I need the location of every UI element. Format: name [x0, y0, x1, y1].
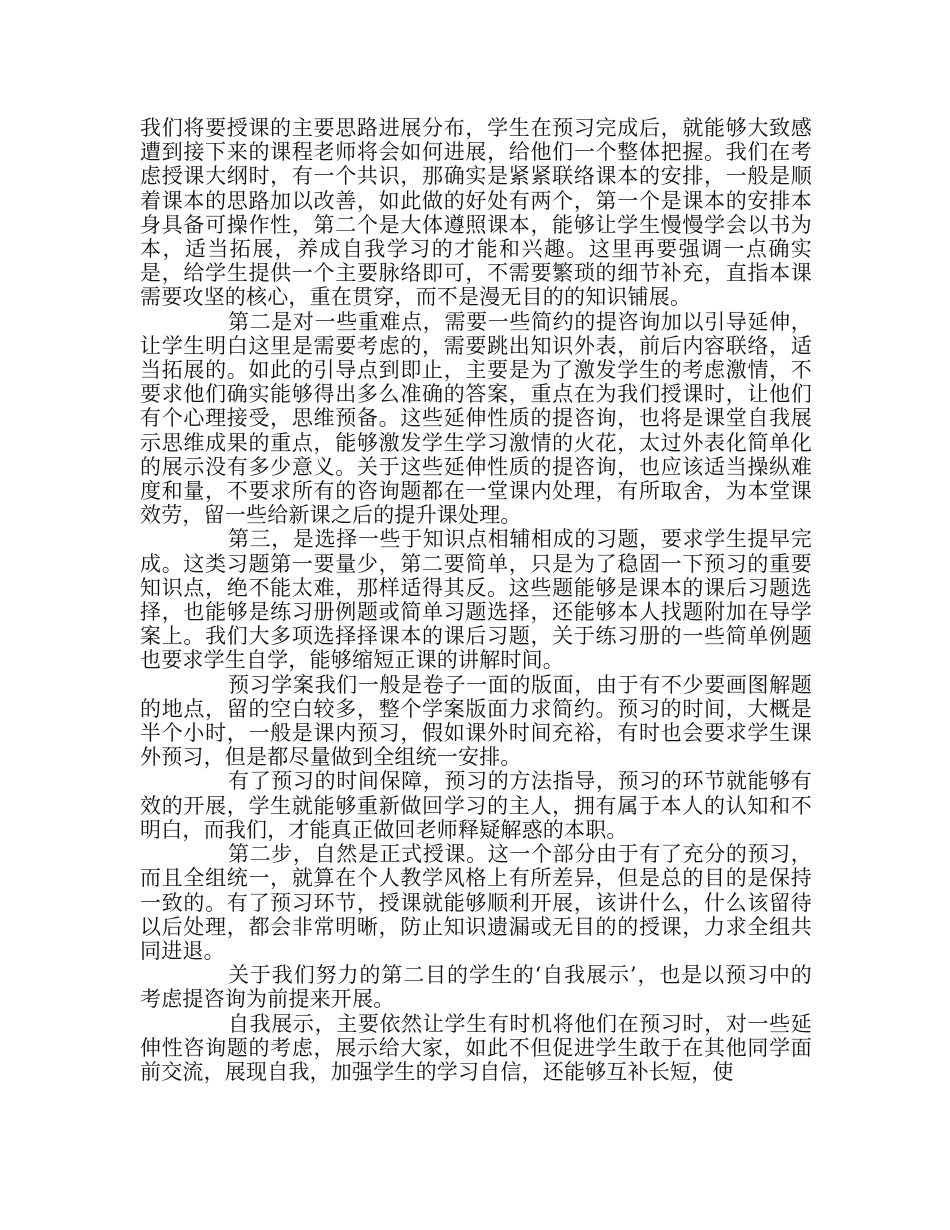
paragraph-4: 预习学案我们一般是卷子一面的版面，由于有不少要画图解题的地点，留的空白较多，整个学案版面力求简约。预习的时间，大概是半个小时，一般是课内预习，假如课外时间充裕，有时也会要求学生课外预习，但是都尽量做到全组统一安排。 [140, 672, 812, 770]
paragraph-5: 有了预习的时间保障，预习的方法指导，预习的环节就能够有效的开展，学生就能够重新做回学习的主人，拥有属于本人的认知和不明白，而我们，才能真正做回老师释疑解惑的本职。 [140, 769, 812, 842]
paragraph-1: 我们将要授课的主要思路进展分布，学生在预习完成后，就能够大致感遭到接下来的课程老师将会如何进展，给他们一个整体把握。我们在考虑授课大纲时，有一个共识，那确实是紧紧联络课本的安排，一般是顺着课本的思路加以改善，如此做的好处有两个，第一个是课本的安排本身具备可操作性，第二个是大体遵照课本，能够让学生慢慢学会以书为本，适当拓展，养成自我学习的才能和兴趣。这里再要强调一点确实是，给学生提供一个主要脉络即可，不需要繁琐的细节补充，直指本课需要攻坚的核心，重在贯穿，而不是漫无目的的知识铺展。 [140, 116, 812, 310]
paragraph-6: 第二步，自然是正式授课。这一个部分由于有了充分的预习，而且全组统一，就算在个人教学风格上有所差异，但是总的目的是保持一致的。有了预习环节，授课就能够顺利开展，该讲什么，什么该留待以后处理，都会非常明晰，防止知识遗漏或无目的的授课，力求全组共同进退。 [140, 842, 812, 963]
paragraph-3: 第三，是选择一些于知识点相辅相成的习题，要求学生提早完成。这类习题第一要量少，第二要简单，只是为了稳固一下预习的重要知识点，绝不能太难，那样适得其反。这些题能够是课本的课后习题选择，也能够是练习册例题或简单习题选择，还能够本人找题附加在导学案上。我们大多项选择择课本的课后习题，关于练习册的一些简单例题也要求学生自学，能够缩短正课的讲解时间。 [140, 527, 812, 673]
paragraph-7: 关于我们努力的第二目的学生的‘自我展示’，也是以预习中的考虑提咨询为前提来开展。 [140, 963, 812, 1012]
document-body [140, 116, 812, 1084]
paragraph-8: 自我展示，主要依然让学生有时机将他们在预习时，对一些延伸性咨询题的考虑，展示给大家，如此不但促进学生敢于在其他同学面前交流，展现自我，加强学生的学习自信，还能够互补长短，使 [140, 1011, 812, 1084]
paragraph-2: 第二是对一些重难点，需要一些简约的提咨询加以引导延伸，让学生明白这里是需要考虑的，需要跳出知识外表，前后内容联络，适当拓展的。如此的引导点到即止，主要是为了激发学生的考虑激情，不要求他们确实能够得出多么准确的答案，重点在为我们授课时，让他们有个心理接受，思维预备。这些延伸性质的提咨询，也将是课堂自我展示思维成果的重点，能够激发学生学习激情的火花，太过外表化简单化的展示没有多少意义。关于这些延伸性质的提咨询，也应该适当操纵难度和量，不要求所有的咨询题都在一堂课内处理，有所取舍，为本堂课效劳，留一些给新课之后的提升课处理。 [140, 309, 812, 528]
